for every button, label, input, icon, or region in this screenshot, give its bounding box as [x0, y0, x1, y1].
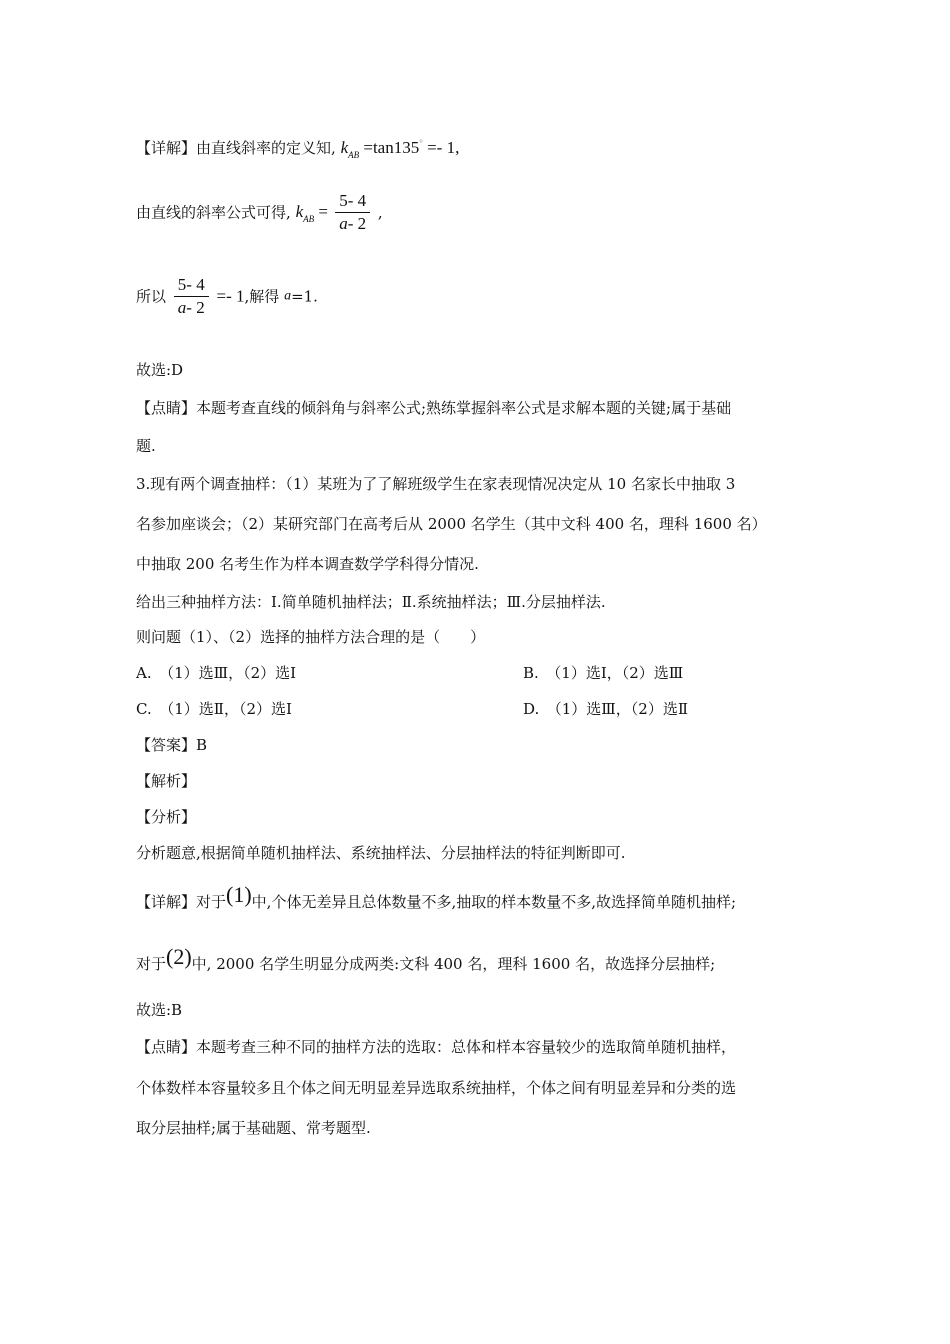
paren-1: (1): [226, 882, 252, 907]
solve-fraction: [174, 274, 209, 319]
fraction-denominator: [335, 212, 370, 235]
question-line-4: 给出三种抽样方法：Ⅰ.简单随机抽样法；Ⅱ.系统抽样法；Ⅲ.分层抽样法.: [136, 593, 606, 611]
option-b: B. （1）选Ⅰ，（2）选Ⅲ: [523, 664, 684, 682]
question-line-3: 中抽取 200 名考生作为样本调查数学学科得分情况.: [136, 555, 479, 573]
note2-line-1: 【点睛】本题考查三种不同的抽样方法的选取：总体和样本容量较少的选取简单随机抽样，: [136, 1038, 737, 1056]
question-line-5: 则问题（1）、（2）选择的抽样方法合理的是（ ）: [136, 628, 486, 646]
den-rest: - 2: [186, 298, 205, 317]
degree-symbol: °: [419, 138, 423, 148]
fenxi-text: 分析题意,根据简单随机抽样法、系统抽样法、分层抽样法的特征判断即可.: [136, 844, 626, 862]
formula-text: 由直线的斜率公式可得,: [136, 203, 291, 222]
formula-comma: ,: [377, 203, 383, 222]
formula-line: [136, 190, 383, 235]
question-line-1: 3.现有两个调查抽样：（1）某班为了了解班级学生在家表现情况决定从 10 名家长中抽取 3: [136, 475, 736, 493]
detail-text: 由直线斜率的定义知,: [196, 139, 336, 157]
fraction-numerator: 5- 4: [177, 275, 205, 294]
answer-choice-1: 故选:D: [136, 361, 184, 379]
var-a: a: [284, 288, 292, 304]
equals-sign: =: [318, 201, 328, 221]
slope-formula: [295, 201, 333, 224]
tan-expression: =tan135: [363, 138, 420, 157]
option-a: A. （1）选Ⅲ，（2）选Ⅰ: [136, 664, 297, 682]
detail-label: 【详解】: [136, 139, 197, 157]
detail1-post: 中,个体无差异且总体数量不多,抽取的样本数量不多,故选择简单随机抽样;: [251, 893, 737, 911]
option-d: D. （1）选Ⅲ，（2）选Ⅱ: [523, 700, 689, 718]
fraction-numerator: 5- 4: [339, 191, 367, 210]
k-symbol: k: [295, 201, 304, 221]
question-line-2: 名参加座谈会；（2）某研究部门在高考后从 2000 名学生（其中文科 400 名，理科 1600 名）: [136, 515, 767, 533]
k-symbol: k: [340, 138, 349, 157]
equals-minus-one: =- 1: [216, 286, 245, 306]
option-c: C. （1）选Ⅱ，（2）选Ⅰ: [136, 700, 292, 718]
k-subscript: AB: [303, 213, 315, 224]
detail-q3-line-1: [136, 882, 737, 912]
solve-line: [136, 274, 318, 319]
paren-2: (2): [166, 944, 192, 969]
var-a: a: [177, 298, 187, 317]
k-subscript: AB: [348, 150, 360, 160]
note-line-1: 【点睛】本题考查直线的倾斜角与斜率公式;熟练掌握斜率公式是求解本题的关键;属于基础: [136, 399, 732, 417]
detail1-pre: 【详解】对于: [136, 893, 227, 911]
detail-q3-line-2: [136, 944, 716, 974]
solve-mid: ,解得: [244, 287, 280, 306]
detail2-post: 中, 2000 名学生明显分成两类:文科 400 名，理科 1600 名，故选择分层抽样;: [191, 955, 716, 973]
fenxi-label: 【分析】: [136, 808, 197, 826]
note-line-2: 题.: [136, 437, 156, 455]
answer-choice-2: 故选:B: [136, 1001, 183, 1019]
detail2-pre: 对于: [136, 955, 167, 973]
fraction-denominator: [174, 296, 209, 319]
var-a: a: [339, 214, 348, 233]
note2-line-3: 取分层抽样;属于基础题、常考题型.: [136, 1119, 371, 1137]
slope-expression: [340, 138, 460, 160]
detail-line-1: [136, 138, 459, 160]
slope-fraction: [335, 190, 370, 235]
den-rest: - 2: [347, 214, 367, 233]
solve-result: =1.: [291, 287, 318, 306]
slope-value: =- 1,: [427, 138, 460, 157]
answer-label: 【答案】B: [136, 736, 208, 754]
note2-line-2: 个体数样本容量较多且个体之间无明显差异选取系统抽样，个体之间有明显差异和分类的选: [136, 1079, 737, 1097]
analysis-label: 【解析】: [136, 772, 197, 790]
solve-prefix: 所以: [136, 287, 167, 306]
